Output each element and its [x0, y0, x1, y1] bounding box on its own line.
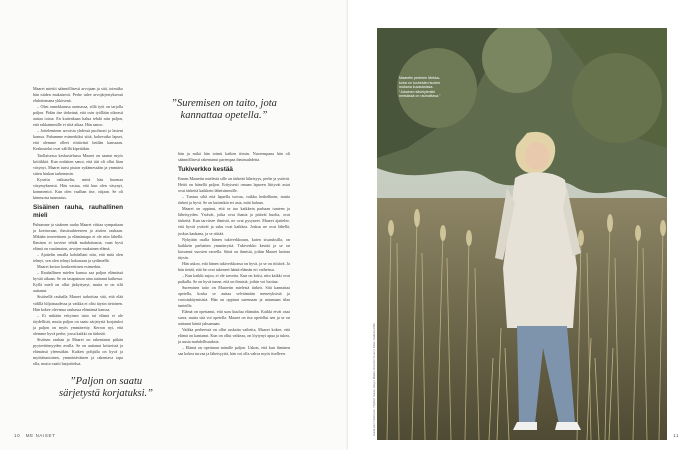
paragraph: – Jotteleminen arvoista yhdessä puolisoni ja lasteni kanssa. Puhumme esimerkiksi siitä, kokevatko lapset, että olemme olleet riittävästi heidän kanssaan. Keskustelut ovat välillä kipeitäkin.	[33, 128, 123, 152]
paragraph: Hän uskoo, että hänen tukiverkkonsa on hyvä, ja se on riittävä. Ja hän tietää, että he ovat tukeneet häntä elämän eri vaiheissa.	[178, 260, 290, 272]
section-heading: Tukiverkko kestää	[178, 166, 233, 174]
section-heading: Sisäinen rauha, rauhallinen mieli	[33, 203, 123, 219]
paragraph: Taollaisessa keskustelussa Maaret on saanut myös kritiikkiä. Kun oodaiten sanoi, että äiti oli ollut liian väsynyt, Maaret tunsi piston sydämessään ja ymmärsi sitten hiukan tarkemmin.	[33, 152, 123, 176]
paragraph: – Kun kaikki sujuu, ei ole tarvetta. Kun on kriisi, niin kaikki ovat paikalla. Se on hyvä tunne, että on ihmisiä, joihin voi luottaa.	[178, 272, 290, 284]
paragraph: Maaret on oppinut, että se tuo kaikkein parhaan tunteen ja läheisyyden. Ystävät, jotka ovat ihania ja pitävät huolta, ovat tärkeitä. Kun tarvitsee ihmisiä, ne ovat pysyneet. Maaret ajattelee, että hyvät ystävät ja suku ovat kaikkea. Joskus ne ovat lähellä, joskus kaukana, ja se riittää.	[178, 206, 290, 236]
col1-paragraphs-b	[33, 222, 123, 367]
page-number: 10	[14, 433, 21, 438]
photo-caption: Maaretin perheen Mekka-koira on tuuheiden kuvien mukana kuvauksissa. ”Jokainen kävelylenkki metsässä on rauhoittava.”	[399, 76, 441, 99]
paragraph: Puhumme ja sisäinen rauha Maaret viittaa sympatiaan ja koettavaan, ihmissuhteeseen ja aistien rauhaan. Mikään teoreettinen ja elämäntapa ei ole niin lähellä. Ihmisen ei tarvitse tehdä mahdottomia, vaan hyvä elämä on vaatimaton, arvojen mukainen elämä.	[33, 221, 123, 252]
paragraph: Sisäisellä rauhalla Maaret tarkoittaa sitä, että elää välillä hiljaisuudessa ja vaikka ei olisi täysin tietoinen. Hän kokee olevansa rauhassa elämänsä kanssa.	[33, 294, 123, 312]
paragraph: – Olen onnekkaassa asemassa, sillä työt on tarjolla paljon. Pidän itse tärkeänä, että osin työllään oikeasti auttaa toisia. En kuitenkaan halua tehdä niin paljon, että rakkaimmille ei riitä aikaa. Hän sanoo.	[33, 104, 123, 128]
pullquote-top: ”Suremisen on taito, jota kannattaa opetella.”	[171, 98, 277, 121]
paragraph: Ennen Maaretin mielestä sille on tärkeää läheisyys, perhe ja ystävät. Heitä on hänellä paljon. Erityisesti omaan lapseen liittyvät asiat ovat tärkeitä kaikkein läheisimmille.	[178, 176, 290, 194]
paragraph: – Ajattelin omalla kohdallani niin, että mitä olen tehnyt, sen olen tehnyt kokonaan ja sydämellä.	[33, 252, 123, 264]
text-column-2	[178, 151, 290, 358]
page-number: 11	[673, 433, 680, 438]
paragraph: Kyseiin osiktaseltu, minä hän huomaa väsymyksensä. Hän vastaa, että kun olen väsynyt, kommentoi. Kun olen vaalhan itse, otijaan. Se oli kimmoisa tunnustus.	[33, 176, 123, 200]
paragraph: Maaret miettii säännöllisesti arvojaan ja sitä, toimiiko hän niiden mukaisesti. Perhe tulee arvojärjestyksessä ehdottomana ykkösenä.	[33, 86, 123, 104]
paragraph: Maaret kertoo konkreettisen esimerkin.	[37, 264, 102, 270]
paragraph: – Ei mikään erityinen taito tai elämä ei ole täydellistä, mutta paljon on saatu särjetystä korjatuksi ja paljon on myös ymmärretty. Kerron nyt, että olemme hyvä perhe, jossa kaikki on tärkeää.	[33, 312, 123, 336]
paragraph: – Rauhallinen mielen kanssa saa paljon elämässä hyvää aikaan. Se on tasapainon aina auttanut kaikessa. Kyllä mieli on ollut järkyttynyt, mutta se on silti auttanut.	[33, 270, 123, 294]
magazine-name: ME NAISET	[25, 433, 56, 438]
paragraph: Suremisen taito on Maaretin mielestä tärkeä. Sitä kannattaa opetella, koska se auttaa selviämään menetyksistä ja vastoinkäymisistä. Hän on oppinut suremaan ja antamaan tilaa tunteille.	[178, 284, 290, 309]
paragraph: – Elämä on opettanut minulle paljon. Uskon, että kun ihminen saa kokea turvaa ja läheisyyttä, hän voi olla vahva myös itselleen.	[178, 345, 290, 357]
text-column-1	[33, 86, 123, 367]
paragraph: – Tuntuu siltä että lapsella turvaa, vaikka hetkellinen, mutta tärkeä ja hyvä. Se on kuitenkin eri asia, mitä haluan.	[178, 194, 290, 206]
col2-paragraphs-a	[178, 151, 290, 163]
pullquote-bottom: ”Paljon on saatu särjetystä korjatuksi.”	[59, 376, 153, 399]
photo-credit: Kuvat Henri Salminen / Stylisti: Susan Harju / Meikki: Anna Korhonen / Kiitos: Galleria Pöllö	[372, 323, 376, 436]
paragraph: hän ja mikä hän toimii kaiken tiimin. Nuorempana hän oli säännöllisesti rakentanut parempaa ihmissuhdetta.	[178, 151, 290, 163]
paragraph: Sisäisen rauhan ja Maaret on rakentanut pitkän pyyteettömyyden avulla. Se on auttanut kriiseissä ja elämässä yleensäkin. Kaiken pohjalla on hyvä ja myötätuntoinen, ymmärtäväinen ja rakentava tapa olla, mutta vaatii harjoittelua.	[33, 336, 123, 366]
col2-paragraphs-b	[178, 176, 290, 357]
paragraph: Elämä on opettanut, että suru kuuluu elämään. Kaikki eivät osaa surra, mutta sitä voi opetella. Maaret on itse opetellut sen ja se on auttanut häntä jaksamaan.	[178, 309, 290, 327]
folio-left	[14, 433, 55, 438]
paragraph: Nykyään osalla hänen tukiverkkoaan, kuten sisaruksilla, on kaikkein parhaiten ymmärrystä. Tukiverkko kestää ja se on kasvanut vuosien varrella. Siinä on ihmisiä, joihin Maaret luottaa täysin.	[178, 236, 290, 260]
paragraph: Vaikka perheessä on ollut raskaita vaiheita, Maaret kokee, että elämä on kantanut. Kun on ollut vaikeaa, on löytynyt apua ja tukea, ja uusia mahdollisuuksia.	[178, 327, 290, 345]
col1-paragraphs-a	[33, 86, 123, 201]
